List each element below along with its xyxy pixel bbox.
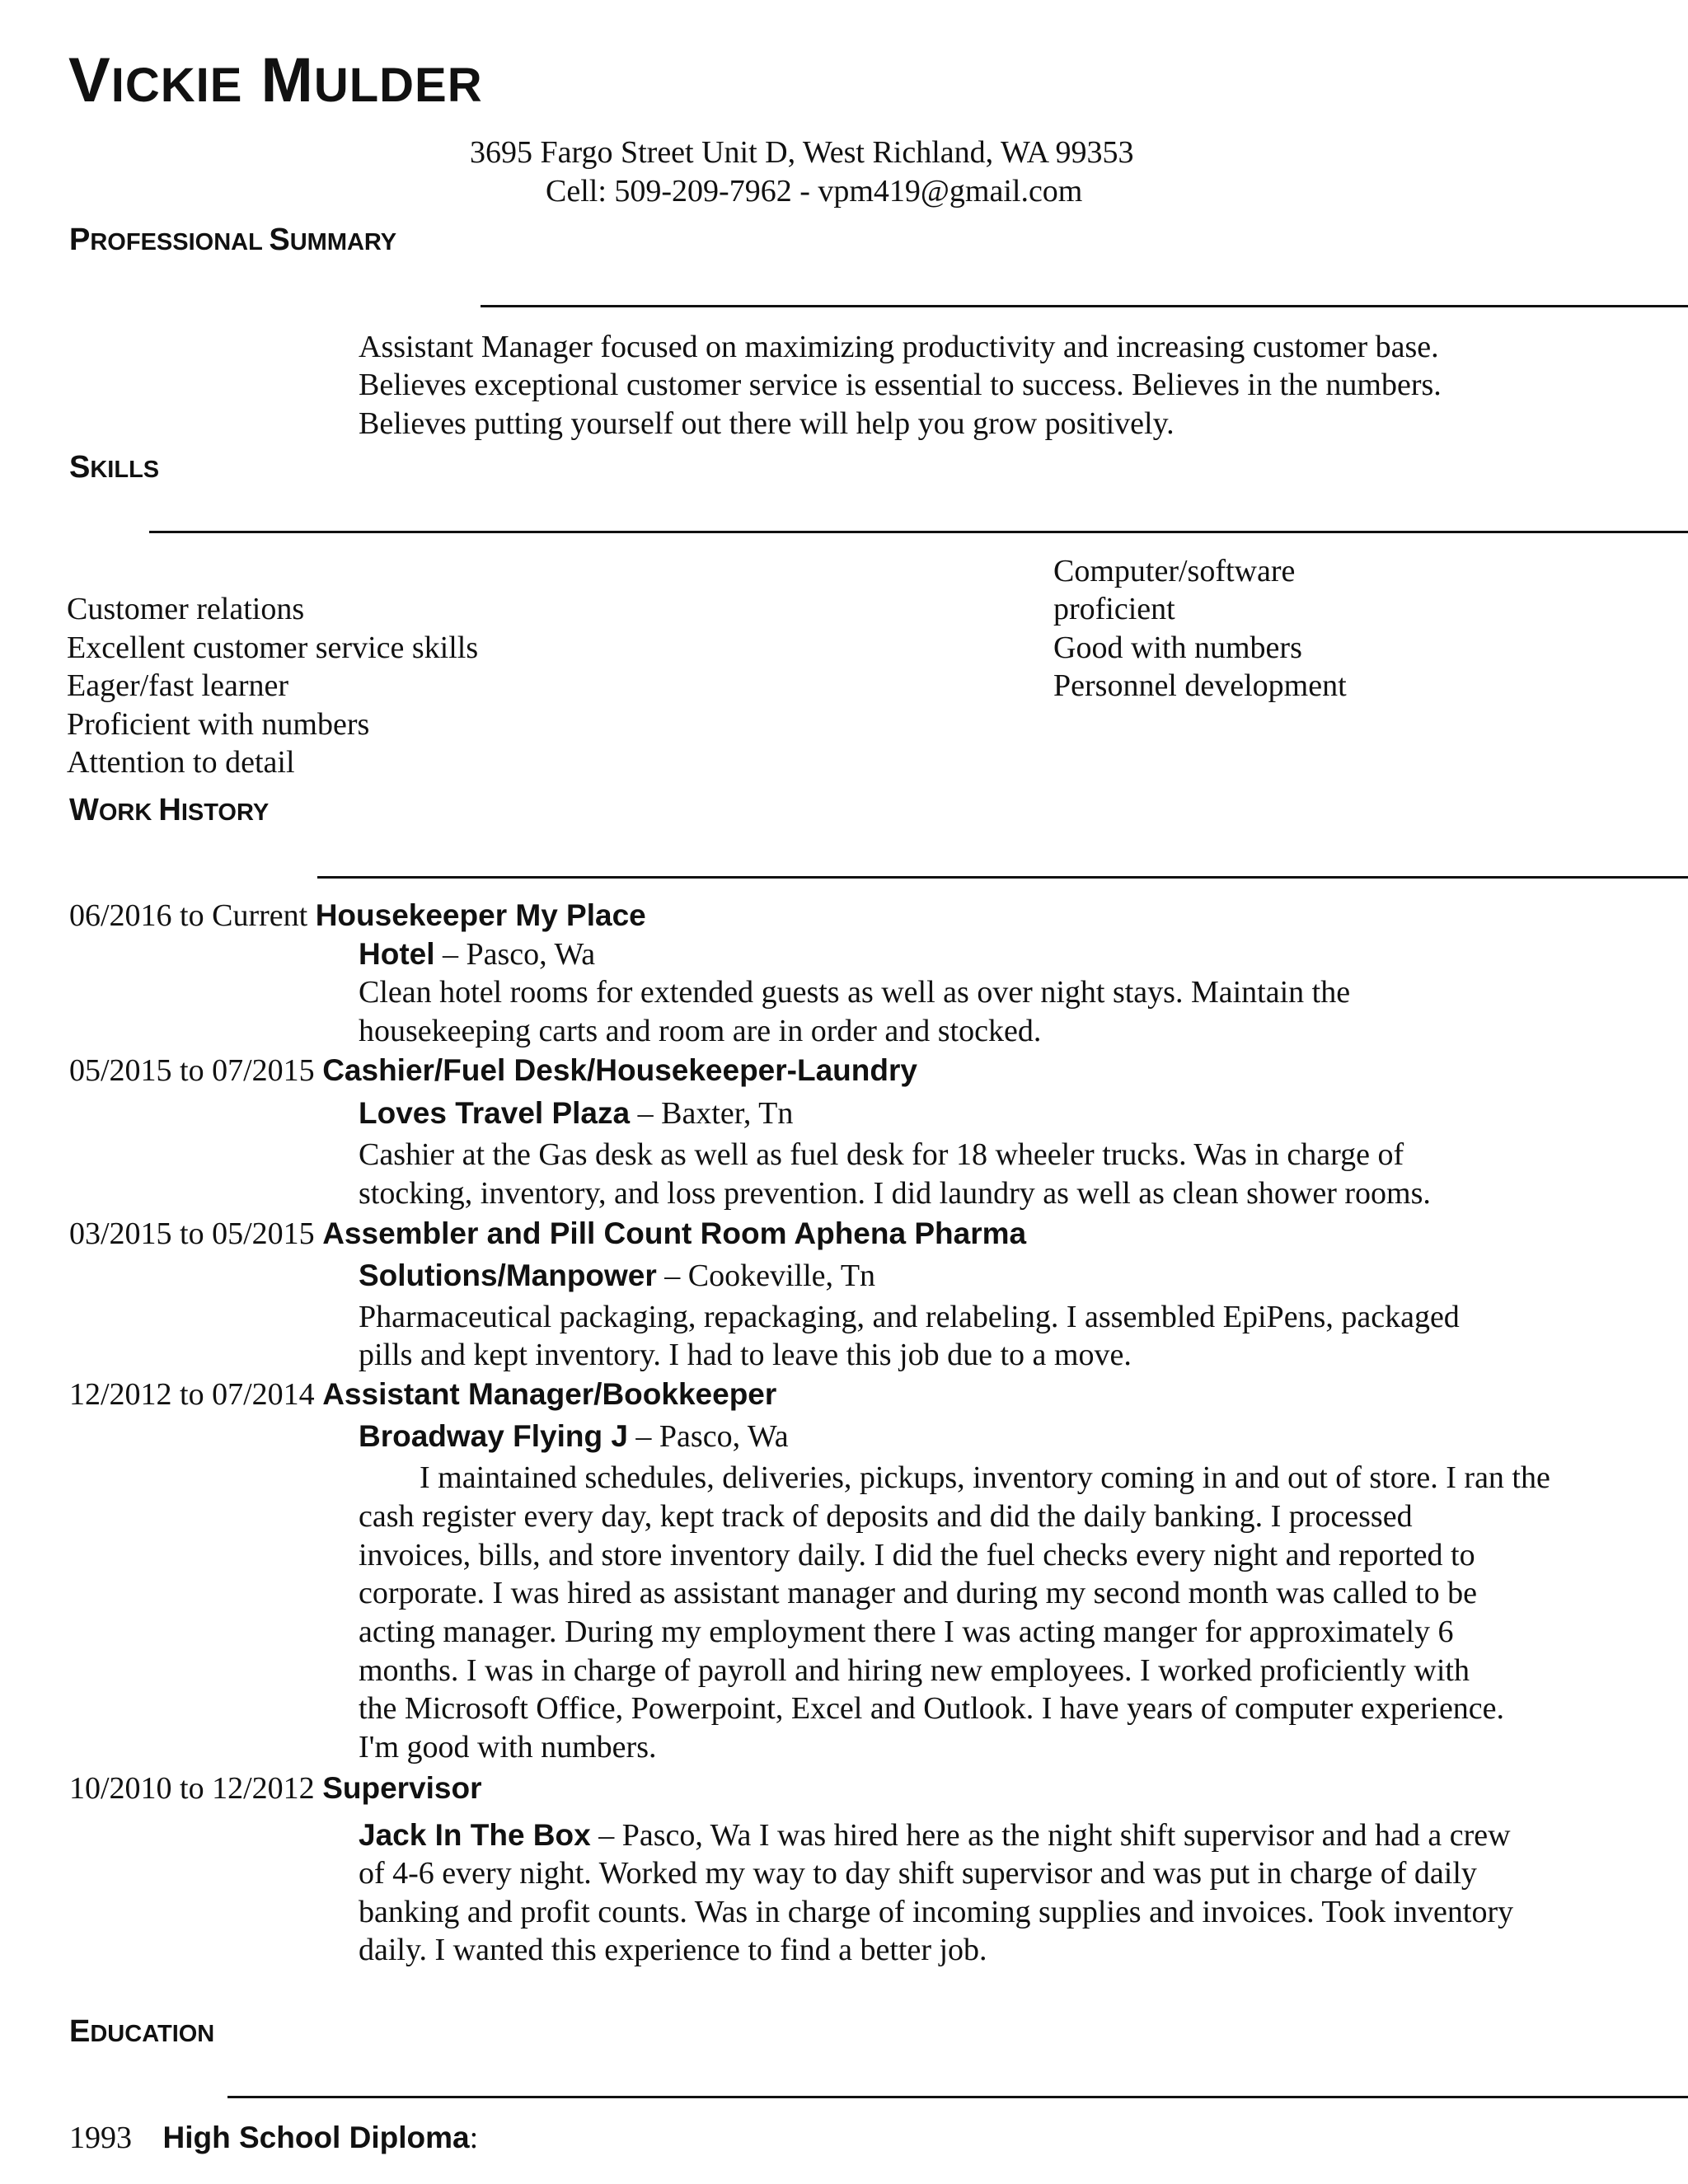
- skill-item: Attention to detail: [67, 745, 295, 780]
- job-description-line: invoices, bills, and store inventory daily. I did the fuel checks every night and reported to: [359, 1538, 1475, 1572]
- job-description-line: Pharmaceutical packaging, repackaging, and relabeling. I assembled EpiPens, packaged: [359, 1300, 1460, 1334]
- job-employer: Solutions/Manpower: [359, 1258, 657, 1292]
- job-employer: Loves Travel Plaza: [359, 1096, 631, 1130]
- job-dates: 12/2012 to 07/2014: [69, 1377, 315, 1412]
- contact-line: Cell: 509-209-7962 - vpm419@gmail.com: [546, 174, 1083, 209]
- education-degree: High School Diploma: [162, 2121, 470, 2154]
- job-description-line: Clean hotel rooms for extended guests as well as over night stays. Maintain the: [359, 975, 1351, 1010]
- job-location: – Pasco, Wa: [627, 1419, 789, 1454]
- job-employer-line: [359, 1094, 793, 1133]
- work-history-divider: [317, 876, 1688, 879]
- skill-item: Good with numbers: [1053, 630, 1302, 665]
- job-location: – Cookeville, Tn: [656, 1258, 876, 1293]
- job-description-line: I'm good with numbers.: [359, 1730, 657, 1765]
- job-employer: Hotel: [359, 937, 435, 971]
- job-location: – Pasco, Wa I was hired here as the night shift supervisor and had a crew: [590, 1818, 1511, 1853]
- job-title: Assembler and Pill Count Room Aphena Pharma: [322, 1216, 1027, 1250]
- job-title: Cashier/Fuel Desk/Housekeeper-Laundry: [322, 1053, 917, 1087]
- skill-item: proficient: [1053, 592, 1175, 626]
- job-employer-line: [359, 1256, 875, 1296]
- work-heading-rest: ORK: [98, 799, 159, 826]
- name-last-rest: ULDER: [313, 59, 483, 112]
- job-dates-title-line: [69, 1051, 917, 1090]
- summary-heading-rest: ROFESSIONAL: [90, 229, 270, 255]
- job-dates: 03/2015 to 05/2015: [69, 1216, 315, 1251]
- education-divider: [227, 2096, 1688, 2098]
- skills-heading-initial: S: [69, 450, 91, 485]
- job-description-line: months. I was in charge of payroll and hiring new employees. I worked proficiently with: [359, 1653, 1470, 1688]
- name-last-initial: M: [260, 45, 314, 115]
- job-dates-title-line: [69, 1375, 776, 1414]
- education-entry: [69, 2118, 478, 2158]
- skill-item: Computer/software: [1053, 554, 1296, 588]
- skill-item: Personnel development: [1053, 668, 1347, 703]
- name-first-rest: ICKIE: [110, 59, 243, 112]
- summary-heading-initial: P: [69, 223, 91, 257]
- section-heading-work-history: [69, 793, 269, 828]
- job-title: Housekeeper My Place: [315, 898, 646, 932]
- job-employer-line: [359, 1816, 1511, 1855]
- job-description-line: cash register every day, kept track of deposits and did the daily banking. I processed: [359, 1499, 1413, 1534]
- job-location: – Pasco, Wa: [434, 937, 596, 972]
- summary-line: Assistant Manager focused on maximizing productivity and increasing customer base.: [359, 330, 1439, 364]
- job-description-line: Cashier at the Gas desk as well as fuel desk for 18 wheeler trucks. Was in charge of: [359, 1137, 1404, 1172]
- skills-divider: [149, 531, 1688, 533]
- job-description-line: corporate. I was hired as assistant manager and during my second month was called to be: [359, 1576, 1478, 1610]
- job-description-line: I maintained schedules, deliveries, pickups, inventory coming in and out of store. I ran the: [420, 1460, 1550, 1495]
- work-heading-initial: W: [69, 793, 99, 827]
- section-heading-education: [69, 2014, 214, 2050]
- job-description-line: of 4-6 every night. Worked my way to day shift supervisor and was put in charge of daily: [359, 1856, 1477, 1891]
- job-location: – Baxter, Tn: [630, 1096, 794, 1131]
- section-heading-summary: [69, 223, 396, 258]
- skills-heading-rest: KILLS: [90, 457, 160, 483]
- summary-heading-initial-2: S: [269, 223, 290, 257]
- job-employer-line: [359, 1417, 789, 1456]
- job-description-line: pills and kept inventory. I had to leave this job due to a move.: [359, 1338, 1132, 1372]
- job-description-line: the Microsoft Office, Powerpoint, Excel and Outlook. I have years of computer experience.: [359, 1691, 1505, 1726]
- job-dates-title-line: [69, 1769, 481, 1808]
- education-heading-initial: E: [69, 2014, 91, 2049]
- summary-divider: [481, 305, 1688, 307]
- job-title: Assistant Manager/Bookkeeper: [322, 1377, 777, 1411]
- education-heading-rest: DUCATION: [90, 2021, 215, 2047]
- work-heading-rest-2: ISTORY: [181, 799, 270, 826]
- job-dates: 05/2015 to 07/2015: [69, 1053, 315, 1088]
- address-line: 3695 Fargo Street Unit D, West Richland, WA 99353: [470, 135, 1134, 170]
- summary-line: Believes exceptional customer service is essential to success. Believes in the numbers.: [359, 368, 1442, 402]
- job-description-line: housekeeping carts and room are in order and stocked.: [359, 1014, 1042, 1048]
- job-dates: 06/2016 to Current: [69, 898, 308, 933]
- job-description-line: daily. I wanted this experience to find a better job.: [359, 1933, 987, 1967]
- job-description-line: banking and profit counts. Was in charge of incoming supplies and invoices. Took inventory: [359, 1895, 1514, 1929]
- summary-heading-rest-2: UMMARY: [289, 229, 397, 255]
- skill-item: Customer relations: [67, 592, 305, 626]
- name-first-initial: V: [68, 45, 111, 115]
- job-employer: Broadway Flying J: [359, 1419, 628, 1453]
- job-description-line: stocking, inventory, and loss prevention. I did laundry as well as clean shower rooms.: [359, 1176, 1431, 1211]
- job-title: Supervisor: [322, 1771, 482, 1805]
- summary-line: Believes putting yourself out there will help you grow positively.: [359, 406, 1175, 441]
- job-dates-title-line: [69, 1214, 1026, 1254]
- education-suffix: :: [469, 2121, 479, 2155]
- candidate-name: [68, 45, 483, 117]
- job-description-line: acting manager. During my employment there I was acting manger for approximately 6: [359, 1615, 1454, 1649]
- skill-item: Excellent customer service skills: [67, 630, 479, 665]
- job-employer-line: [359, 935, 595, 974]
- skill-item: Eager/fast learner: [67, 668, 288, 703]
- job-employer: Jack In The Box: [359, 1818, 591, 1852]
- skill-item: Proficient with numbers: [67, 707, 370, 742]
- job-dates: 10/2010 to 12/2012: [69, 1771, 315, 1806]
- job-dates-title-line: [69, 896, 646, 935]
- section-heading-skills: [69, 450, 159, 485]
- education-year: 1993: [69, 2121, 132, 2155]
- work-heading-initial-2: H: [158, 793, 181, 827]
